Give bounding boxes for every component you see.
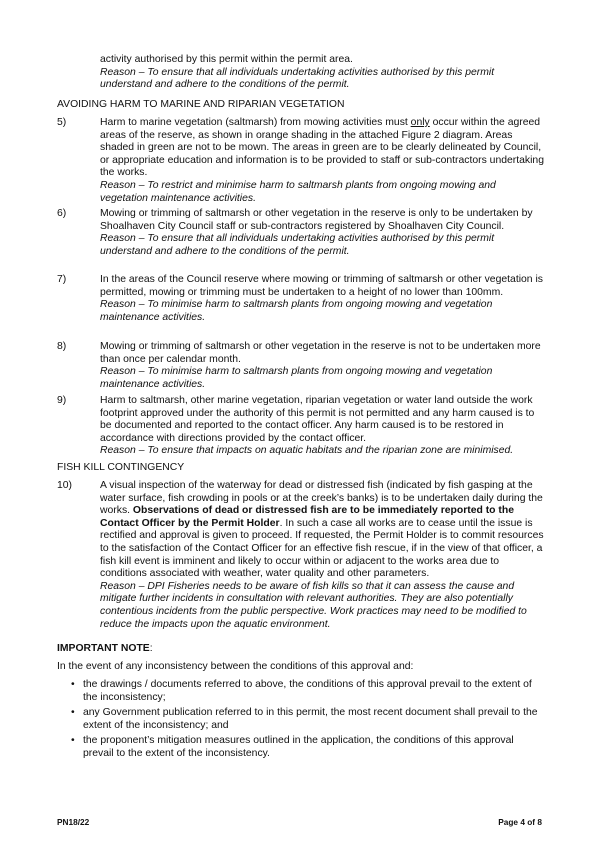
condition-text-part: occur within the agreed areas of the reserve, as shown in orange shading in the attached Figure 2 diagram. Areas shaded in green are not to be mown. The areas in green are to be clearly delineated by Council, or appropriate education and information is to be provided to staff or sub-contractors undertaking the works.	[100, 117, 544, 179]
list-item-text: the drawings / documents referred to above, the conditions of this approval prevail to the extent of the inconsistency;	[83, 679, 532, 703]
footer-reference: PN18/22	[57, 817, 90, 827]
condition-number: 9)	[57, 395, 67, 406]
section-heading-marine: AVOIDING HARM TO MARINE AND RIPARIAN VEGETATION	[57, 99, 345, 110]
condition-text: In the areas of the Council reserve where mowing or trimming of saltmarsh or other vegetation is permitted, mowing or trimming must be undertaken to a height of no lower than 100mm.	[100, 274, 543, 298]
condition-reason: Reason – To restrict and minimise harm to saltmarsh plants from ongoing mowing and vegetation maintenance activities.	[100, 179, 496, 204]
condition-6	[100, 208, 546, 258]
condition-reason: Reason – To ensure that impacts on aquatic habitats and the riparian zone are minimised.	[100, 445, 514, 457]
important-note-list	[57, 679, 547, 764]
condition-8	[100, 341, 546, 391]
bullet-icon: •	[71, 707, 75, 719]
list-item	[57, 735, 547, 760]
condition-9	[100, 395, 546, 458]
condition-5	[100, 117, 546, 205]
condition-reason: Reason – DPI Fisheries needs to be aware of fish kills so that it can assess the cause and mitigate further incidents in consultation with relevant authorities. They are also potentially contentious incidents from the public perspective. Work practices may need to be modified to reduce the impacts upon the aquatic environment.	[100, 580, 527, 630]
condition-number: 8)	[57, 341, 67, 352]
important-note-title: IMPORTANT NOTE	[57, 643, 150, 654]
intro-block	[100, 54, 545, 92]
condition-text-bold: Observations of dead or distressed fish are to be immediately reported to the Contact Officer by the Permit Holder	[100, 505, 515, 529]
section-heading-fish: FISH KILL CONTINGENCY	[57, 462, 185, 473]
condition-10	[100, 480, 546, 631]
intro-reason: Reason – To ensure that all individuals undertaking activities authorised by this permit understand and adhere to the conditions of the permit.	[100, 66, 495, 91]
list-item	[57, 707, 547, 732]
condition-7	[100, 274, 546, 324]
important-note-heading	[57, 643, 153, 656]
list-item	[57, 679, 547, 704]
condition-text-part: . In such a case all works are to cease until the issue is rectified and approval is given to proceed. If requested, the Permit Holder is to commit resources to the satisfaction of the Contact Officer for an effective fish rescue, if in the view of that officer, a fish kill event is imminent and likely to occur within or adjacent to the works area due to conditions associated with weather, water quality and other parameters.	[100, 517, 544, 580]
condition-text	[100, 480, 546, 581]
condition-text: Mowing or trimming of saltmarsh or other vegetation in the reserve is only to be undertaken by Shoalhaven City Council staff or sub-contractors registered by Shoalhaven City Council.	[100, 208, 533, 232]
important-note-intro: In the event of any inconsistency between the conditions of this approval and:	[57, 661, 414, 672]
condition-text-part: A visual inspection of the waterway for dead or distressed fish (indicated by fish gasping at the water surface, fish crowding in pools or at the creek’s banks) is to be undertaken daily during the works.	[100, 480, 543, 517]
condition-text	[100, 117, 546, 180]
condition-reason: Reason – To minimise harm to saltmarsh plants from ongoing mowing and vegetation maintenance activities.	[100, 366, 493, 390]
condition-text-part: Harm to marine vegetation (saltmarsh) from mowing activities must	[100, 117, 411, 128]
condition-reason: Reason – To minimise harm to saltmarsh plants from ongoing mowing and vegetation maintenance activities.	[100, 299, 493, 323]
condition-reason: Reason – To ensure that all individuals undertaking activities authorised by this permit understand and adhere to the conditions of the permit.	[100, 233, 495, 257]
condition-number: 10)	[57, 480, 73, 491]
condition-text: Mowing or trimming of saltmarsh or other vegetation in the reserve is not to be undertaken more than once per calendar month.	[100, 341, 541, 365]
condition-number: 7)	[57, 274, 67, 285]
important-note-colon: :	[149, 643, 153, 654]
list-item-text: the proponent’s mitigation measures outlined in the application, the conditions of this approval prevail to the extent of the inconsistency.	[83, 735, 514, 759]
condition-text-underlined: only	[410, 117, 430, 128]
bullet-icon: •	[71, 679, 75, 690]
condition-number: 6)	[57, 208, 67, 219]
condition-text: Harm to saltmarsh, other marine vegetation, riparian vegetation or water land outside the work footprint approved under the authority of this permit is not permitted and any harm caused is to be documented and reported to the contact officer. Any harm caused is to be restored in accordance with directions provided by the contact officer.	[100, 395, 535, 444]
footer-page-number: Page 4 of 8	[498, 817, 542, 827]
list-item-text: any Government publication referred to in this permit, the most recent document shall prevail to the extent of the inconsistency; and	[83, 707, 538, 731]
bullet-icon: •	[71, 735, 75, 747]
intro-line: activity authorised by this permit within the permit area.	[100, 54, 353, 65]
condition-number: 5)	[57, 117, 67, 128]
